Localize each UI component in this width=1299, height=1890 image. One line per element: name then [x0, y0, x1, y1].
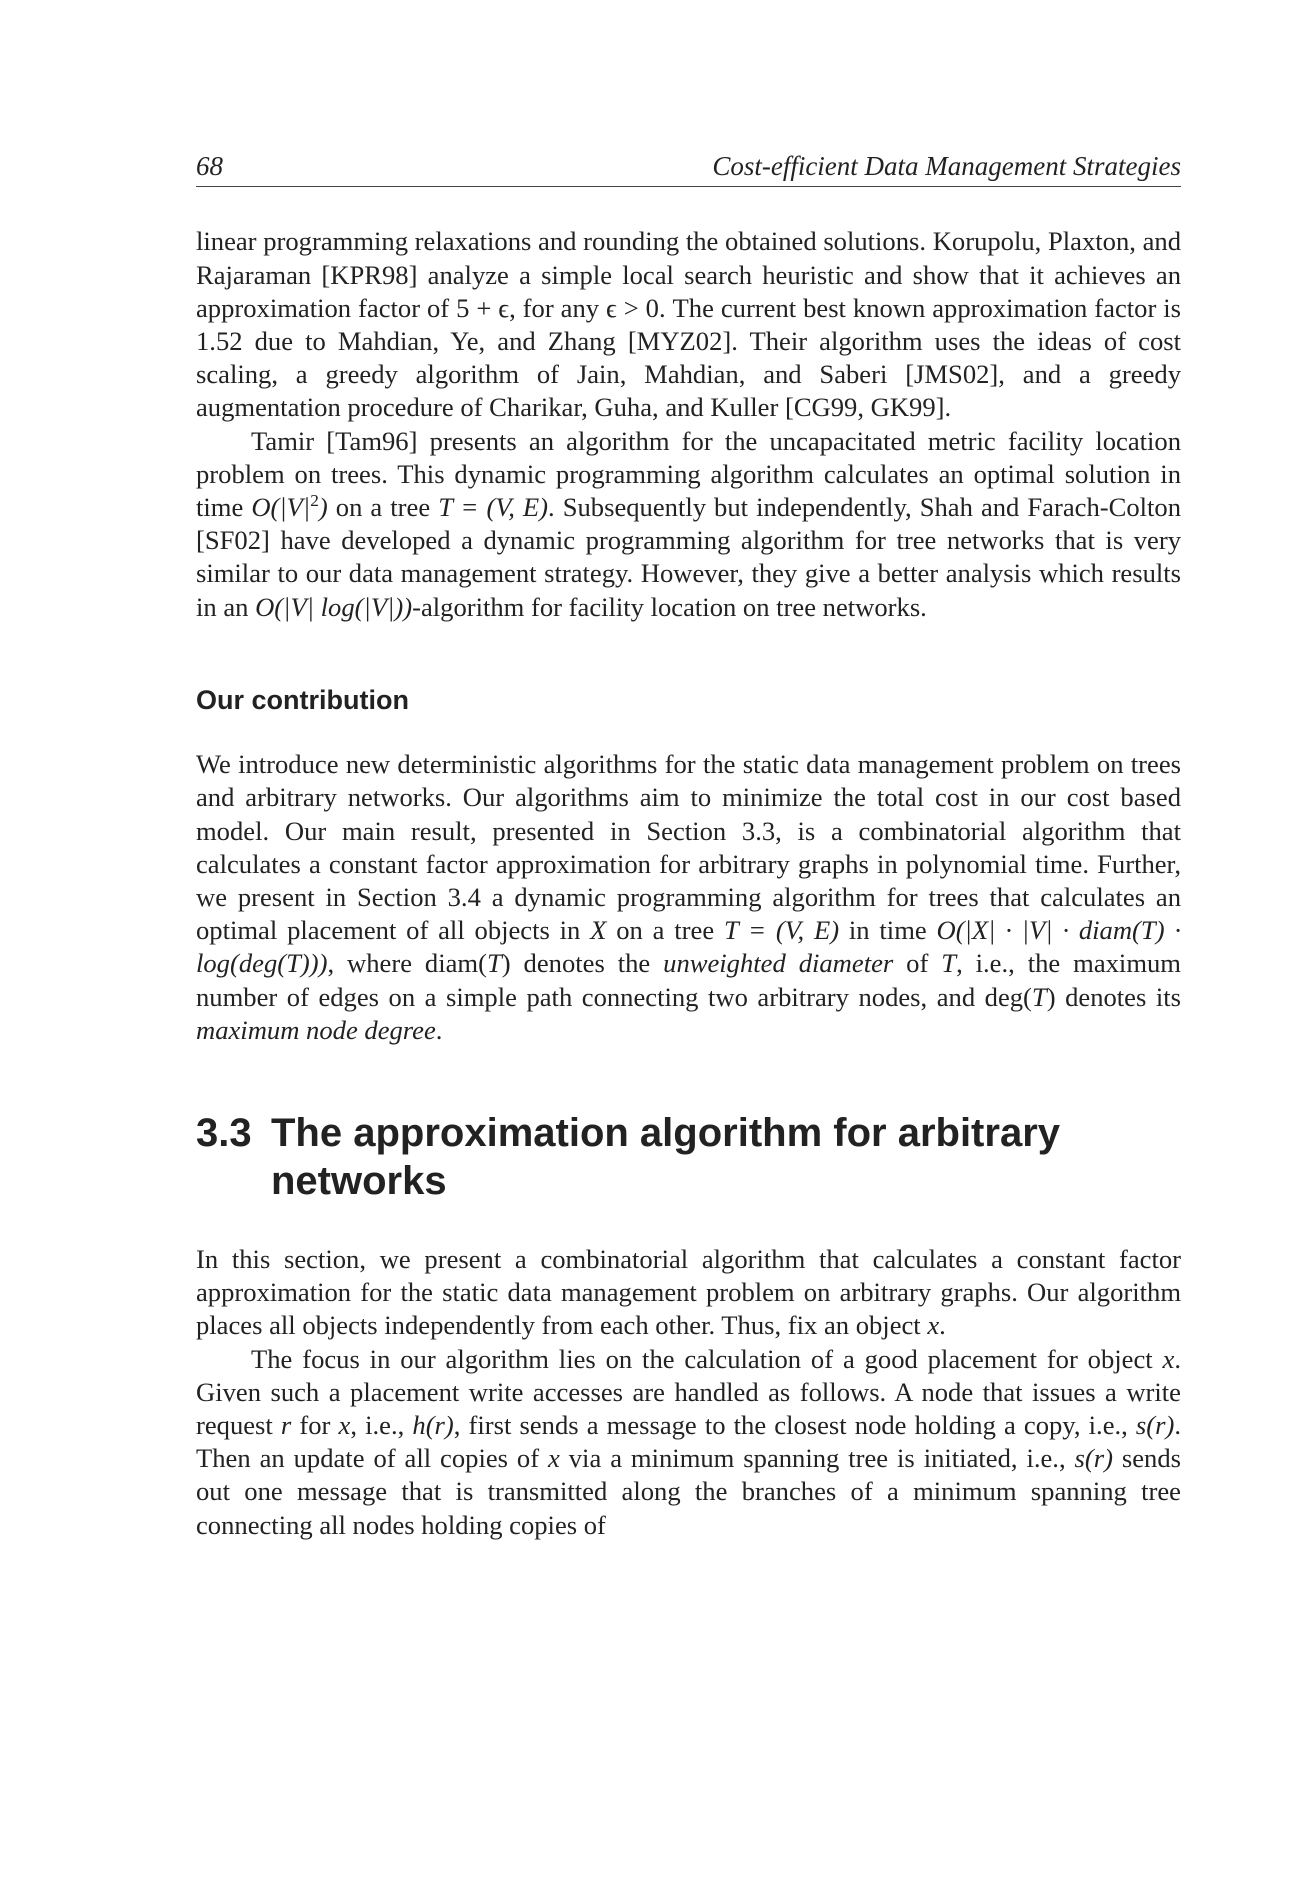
section-number: 3.3: [196, 1111, 252, 1156]
paragraph-tamir: Tamir [Tam96] presents an algorithm for the uncapacitated metric facility location problem on trees. This dynamic programming algorithm calculates an optimal solution in time $O(|V|^2)$ on a tree T = (V, E). Subsequently but independently, Shah and Farach-Colton [SF02] have developed a dynamic programming algorithm for tree networks that is very similar to our data management strategy. However, they give a better analysis which results in an O(|V| log(|V|))-algorithm for facility location on tree networks.: [196, 425, 1182, 622]
section-heading: [196, 1109, 1181, 1205]
section-title: The approximation algorithm for arbitrary networks: [271, 1111, 1061, 1204]
page-number: 68: [196, 151, 223, 181]
paragraph-section-intro: In this section, we present a combinatorial algorithm that calculates a constant factor approximation for the static data management problem on arbitrary graphs. Our algorithm places all objects independently from each other. Thus, fix an object x.: [196, 1244, 1181, 1341]
paragraph-write-accesses: The focus in our algorithm lies on the calculation of a good placement for object x. Given such a placement write accesses are handled as follows. A node that issues a write request r for x, i.e., h(r), first sends a message to the closest node holding a copy, i.e., s(r). Then an update of all copies of x via a minimum spanning tree is initiated, i.e., s(r) sends out one message that is transmitted along the branches of a minimum spanning tree connecting all nodes holding copies of: [196, 1343, 1181, 1540]
document-page: [196, 150, 1181, 1542]
paragraph-related-work: linear programming relaxations and rounding the obtained solutions. Korupolu, Plaxton, and Rajaraman [KPR98] analyze a simple local search heuristic and show that it achieves an approximation factor of 5 + ϵ, for any ϵ > 0. The current best known approximation factor is 1.52 due to Mahdian, Ye, and Zhang [MYZ02]. Their algorithm uses the ideas of cost scaling, a greedy algorithm of Jain, Mahdian, and Saberi [JMS02], and a greedy augmentation procedure of Charikar, Guha, and Kuller [CG99, GK99].: [196, 226, 1181, 423]
paragraph-contribution: We introduce new deterministic algorithms for the static data management problem on trees and arbitrary networks. Our algorithms aim to minimize the total cost in our cost based model. Our main result, presented in Section 3.3, is a combinatorial algorithm that calculates a constant factor approximation for arbitrary graphs in polynomial time. Further, we present in Section 3.4 a dynamic programming algorithm for trees that calculates an optimal placement of all objects in X on a tree T = (V, E) in time O(|X| · |V| · diam(T) · log(deg(T))), where diam(T) denotes the unweighted diameter of T, i.e., the maximum number of edges on a simple path connecting two arbitrary nodes, and deg(T) denotes its maximum node degree.: [196, 749, 1182, 1045]
running-header: [196, 150, 1181, 187]
running-title: Cost-efficient Data Management Strategies: [712, 151, 1181, 181]
subheading-our-contribution: Our contribution: [196, 684, 409, 715]
